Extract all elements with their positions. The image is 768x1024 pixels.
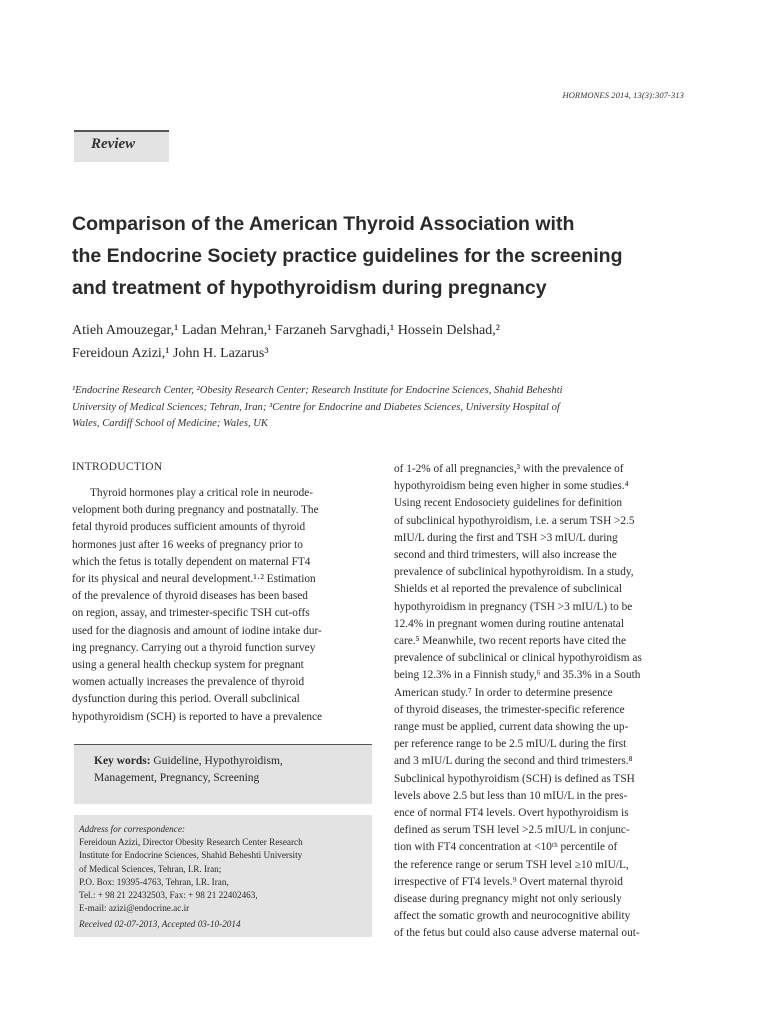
text-line: irrespective of FT4 levels.⁹ Overt maternal thyroid	[394, 875, 623, 888]
text-line: Shields et al reported the prevalence of subclinical	[394, 583, 623, 596]
section-tag-rule	[74, 130, 169, 132]
text-line: of the prevalence of thyroid diseases has been based	[72, 590, 308, 603]
text-line: tion with FT4 concentration at <10ᵗʰ percentile of	[394, 841, 618, 854]
text-line: hypothyroidism in pregnancy (TSH >3 mIU/L) to be	[394, 600, 633, 613]
correspondence-heading: Address for correspondence:	[79, 824, 185, 834]
text-line: for its physical and neural development.¹·² Estimation	[72, 573, 316, 586]
section-tag	[74, 130, 169, 162]
text-line: Using recent Endosociety guidelines for definition	[394, 497, 623, 510]
correspondence-line: of Medical Sciences, Tehran, I.R. Iran;	[79, 863, 222, 874]
correspondence-line: Tel.: + 98 21 22432503, Fax: + 98 21 22402463,	[79, 890, 258, 901]
authors-line: Atieh Amouzegar,¹ Ladan Mehran,¹ Farzaneh Sarvghadi,¹ Hossein Delshad,²	[72, 323, 500, 338]
keywords-box	[74, 744, 372, 804]
text-line: using a general health checkup system for pregnant	[72, 659, 304, 672]
text-line: of thyroid diseases, the trimester-specific reference	[394, 703, 625, 716]
text-line: mIU/L during the first and TSH >3 mIU/L during	[394, 531, 618, 544]
email-line: E-mail: azizi@endocrine.ac.ir	[79, 903, 190, 914]
text-line: which the fetus is totally dependent on maternal FT4	[72, 555, 311, 568]
correspondence-line: Fereidoun Azizi, Director Obesity Research Center Research	[79, 837, 303, 848]
introduction-heading: INTRODUCTION	[72, 461, 163, 473]
text-line: Thyroid hormones play a critical role in neurode-	[90, 487, 314, 499]
text-line: fetal thyroid produces sufficient amounts of thyroid	[72, 521, 306, 534]
text-line: and 3 mIU/L during the second and third trimesters.⁸	[394, 755, 633, 768]
text-line: women actually increases the prevalence of thyroid	[72, 676, 305, 689]
keywords-label: Key words:	[94, 755, 151, 767]
affiliation-line: University of Medical Sciences; Tehran, Iran; ³Centre for Endocrine and Diabetes Sciences, University Hospital of	[72, 401, 560, 413]
text-line: being 12.3% in a Finnish study,⁶ and 35.3% in a South	[394, 669, 641, 682]
author-list	[72, 319, 692, 365]
title-line: Comparison of the American Thyroid Association with	[72, 213, 575, 235]
text-line: used for the diagnosis and amount of iodine intake dur-	[72, 624, 322, 637]
affiliation-line: ¹Endocrine Research Center, ²Obesity Research Center; Research Institute for Endocrine Sciences, Shahid Beheshti	[72, 385, 563, 396]
text-line: prevalence of subclinical or clinical hypothyroidism as	[394, 652, 642, 665]
keywords-value: Guideline, Hypothyroidism,	[153, 755, 283, 767]
correspondence-line: P.O. Box: 19395-4763, Tehran, I.R. Iran,	[79, 876, 229, 887]
text-line: velopment both during pregnancy and postnatally. The	[72, 504, 319, 517]
text-line: hormones just after 16 weeks of pregnancy prior to	[72, 538, 303, 551]
correspondence-line: Institute for Endocrine Sciences, Shahid Beheshti University	[79, 850, 303, 861]
text-line: prevalence of subclinical hypothyroidism. In a study,	[394, 566, 634, 579]
text-line: of subclinical hypothyroidism, i.e. a serum TSH >2.5	[394, 514, 635, 527]
affiliations	[72, 383, 692, 433]
title-line: the Endocrine Society practice guidelines for the screening	[72, 245, 623, 267]
text-line: of 1-2% of all pregnancies,³ with the prevalence of	[394, 463, 624, 475]
right-column-text	[394, 461, 690, 943]
text-line: the reference range or serum TSH level ≥10 mIU/L,	[394, 858, 629, 871]
journal-reference: HORMONES 2014, 13(3):307-313	[562, 90, 684, 100]
text-line: hypothyroidism being even higher in some studies.⁴	[394, 480, 629, 493]
left-column-text	[72, 485, 372, 726]
title-line: and treatment of hypothyroidism during pregnancy	[72, 277, 547, 299]
article-title	[72, 208, 712, 304]
authors-line: Fereidoun Azizi,¹ John H. Lazarus³	[72, 346, 269, 361]
text-line: American study.⁷ In order to determine presence	[394, 686, 613, 699]
text-line: care.⁵ Meanwhile, two recent reports have cited the	[394, 635, 626, 648]
keywords-line: Management, Pregnancy, Screening	[94, 772, 260, 784]
text-line: Subclinical hypothyroidism (SCH) is defined as TSH	[394, 772, 635, 785]
text-line: levels above 2.5 but less than 10 mIU/L in the pres-	[394, 789, 628, 802]
affiliation-line: Wales, Cardiff School of Medicine; Wales, UK	[72, 418, 268, 429]
section-label: Review	[91, 136, 136, 152]
text-line: hypothyroidism (SCH) is reported to have a prevalence	[72, 710, 323, 723]
text-line: defined as serum TSH level >2.5 mIU/L in conjunc-	[394, 824, 630, 837]
text-line: of the fetus but could also cause adverse maternal out-	[394, 927, 640, 940]
correspondence-box	[74, 815, 372, 937]
keywords-line	[94, 753, 372, 770]
text-line: range must be applied, current data showing the up-	[394, 721, 629, 734]
text-line: dysfunction during this period. Overall subclinical	[72, 693, 300, 706]
text-line: second and third trimesters, will also increase the	[394, 549, 617, 562]
text-line: affect the somatic growth and neurocognitive ability	[394, 910, 631, 923]
text-line: ence of normal FT4 levels. Overt hypothyroidism is	[394, 807, 629, 820]
text-line: 12.4% in pregnant women during routine antenatal	[394, 617, 624, 630]
text-line: per reference range to be 2.5 mIU/L during the first	[394, 738, 627, 751]
text-line: ing pregnancy. Carrying out a thyroid function survey	[72, 641, 316, 654]
text-line: disease during pregnancy might not only seriously	[394, 893, 622, 906]
text-line: on region, assay, and trimester-specific TSH cut-offs	[72, 607, 310, 620]
received-dates: Received 02-07-2013, Accepted 03-10-2014	[79, 919, 241, 930]
